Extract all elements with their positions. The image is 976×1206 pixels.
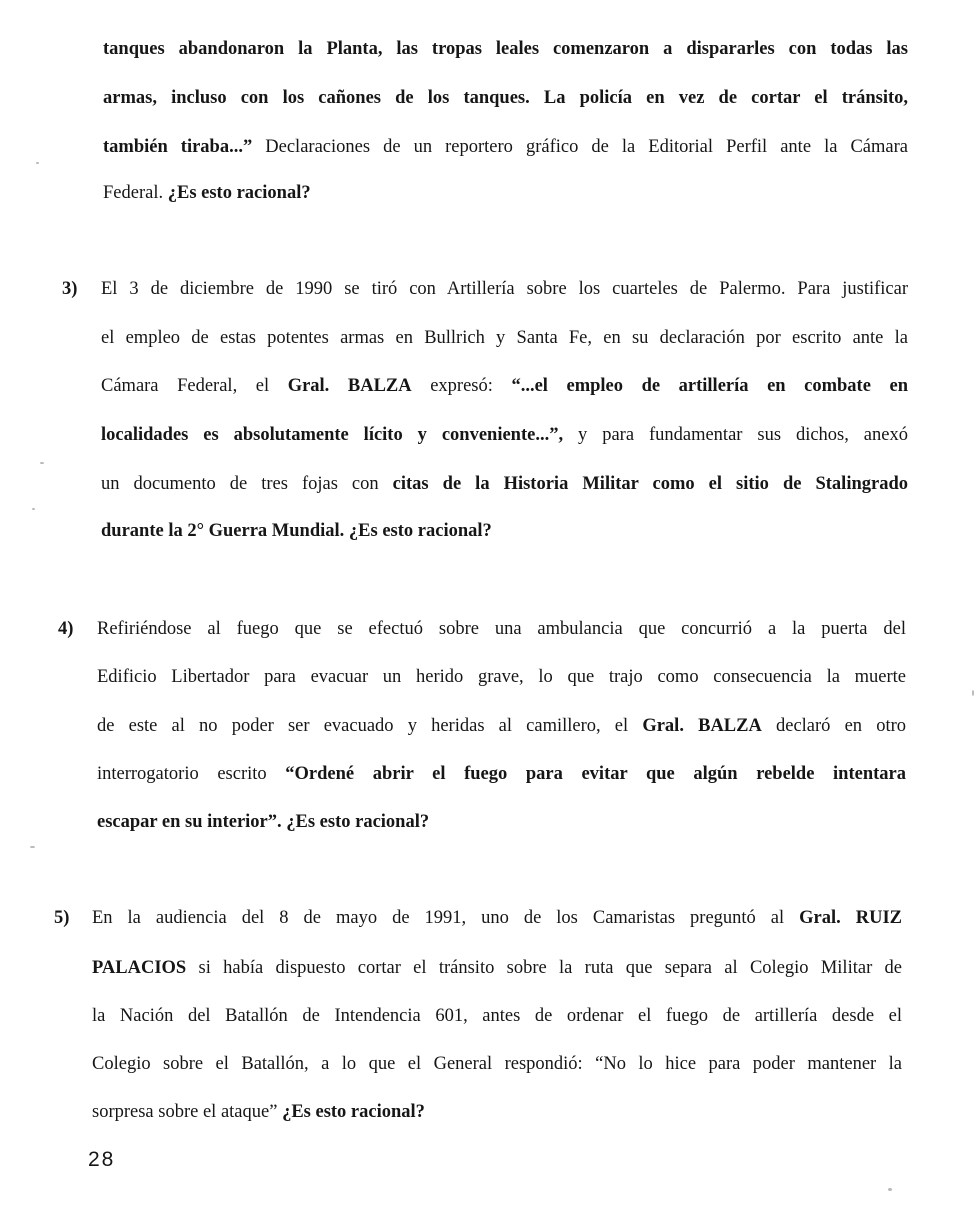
text-line (101, 278, 908, 300)
text-line (92, 907, 902, 929)
bold-run: Gral. BALZA (287, 376, 412, 396)
bold-run: Gral. RUIZ (799, 908, 902, 928)
text-run: y para fundamentar sus dichos, anexó (563, 425, 908, 445)
scan-speck (30, 846, 35, 848)
bold-run: “Ordené abrir el fuego para evitar que algún rebelde intentara (285, 764, 907, 784)
text-run: interrogatorio escrito (97, 764, 286, 784)
text-line (92, 1101, 425, 1123)
scan-speck (32, 508, 35, 510)
text-run: sorpresa sobre el ataque” (92, 1102, 283, 1122)
bold-run: también tiraba...” (103, 137, 253, 157)
text-run: el empleo de estas potentes armas en Bullrich y Santa Fe, en su declaración por escrito ante la (101, 328, 908, 348)
text-run: de este al no poder ser evacuado y heridas al camillero, el (97, 716, 643, 736)
scan-speck (888, 1188, 892, 1191)
text-line (103, 182, 311, 204)
text-line (101, 424, 908, 446)
text-line (103, 87, 908, 109)
item-number: 5) (54, 908, 70, 928)
bold-run: citas de la Historia Militar como el sitio de Stalingrado (392, 474, 908, 494)
text-run: si había dispuesto cortar el tránsito sobre la ruta que separa al Colegio Militar de (186, 958, 902, 978)
text-line (101, 473, 908, 495)
bold-run: tanques abandonaron la Planta, las tropas leales comenzaron a dispararles con todas las (103, 39, 908, 59)
text-run: expresó: (411, 376, 512, 396)
text-run: Edificio Libertador para evacuar un herido grave, lo que trajo como consecuencia la muerte (97, 667, 906, 687)
bold-run: ¿Es esto racional? (167, 183, 311, 203)
text-line (97, 715, 906, 737)
item-number: 3) (62, 279, 78, 299)
scan-speck (40, 462, 44, 464)
text-line (92, 1053, 902, 1075)
text-line (97, 666, 906, 688)
text-run: El 3 de diciembre de 1990 se tiró con Artillería sobre los cuarteles de Palermo. Para justificar (101, 279, 908, 299)
bold-run: “...el empleo de artillería en combate en (511, 376, 908, 396)
text-run: Cámara Federal, el (101, 376, 288, 396)
scan-speck (972, 690, 974, 696)
text-line (97, 763, 906, 785)
bold-run: Gral. BALZA (642, 716, 762, 736)
bold-run: escapar en su interior”. ¿Es esto racional? (97, 812, 430, 832)
text-run: declaró en otro (761, 716, 907, 736)
bold-run: durante la 2° Guerra Mundial. ¿Es esto racional? (101, 521, 492, 541)
text-run: Declaraciones de un reportero gráfico de la Editorial Perfil ante la Cámara (252, 137, 908, 157)
text-run: Refiriéndose al fuego que se efectuó sobre una ambulancia que concurrió a la puerta del (97, 619, 906, 639)
text-line (97, 618, 906, 640)
bold-run: ¿Es esto racional? (282, 1102, 425, 1122)
bold-run: PALACIOS (92, 958, 187, 978)
text-run: En la audiencia del 8 de mayo de 1991, uno de los Camaristas preguntó al (92, 908, 800, 928)
text-line (97, 811, 429, 833)
text-run: la Nación del Batallón de Intendencia 601, antes de ordenar el fuego de artillería desde el (92, 1006, 902, 1026)
text-line (101, 520, 492, 542)
text-line (101, 327, 908, 349)
page-number: 28 (88, 1148, 116, 1171)
scan-speck (36, 162, 39, 164)
text-run: Colegio sobre el Batallón, a lo que el General respondió: “No lo hice para poder mantener la (92, 1054, 902, 1074)
text-run: Federal. (103, 183, 168, 203)
text-line (103, 136, 908, 158)
text-line (92, 957, 902, 979)
bold-run: localidades es absolutamente lícito y conveniente...”, (101, 425, 564, 445)
text-line (101, 375, 908, 397)
text-run: un documento de tres fojas con (101, 474, 393, 494)
text-line (92, 1005, 902, 1027)
bold-run: armas, incluso con los cañones de los tanques. La policía en vez de cortar el tránsito, (103, 88, 908, 108)
item-number: 4) (58, 619, 74, 639)
text-line (103, 38, 908, 60)
